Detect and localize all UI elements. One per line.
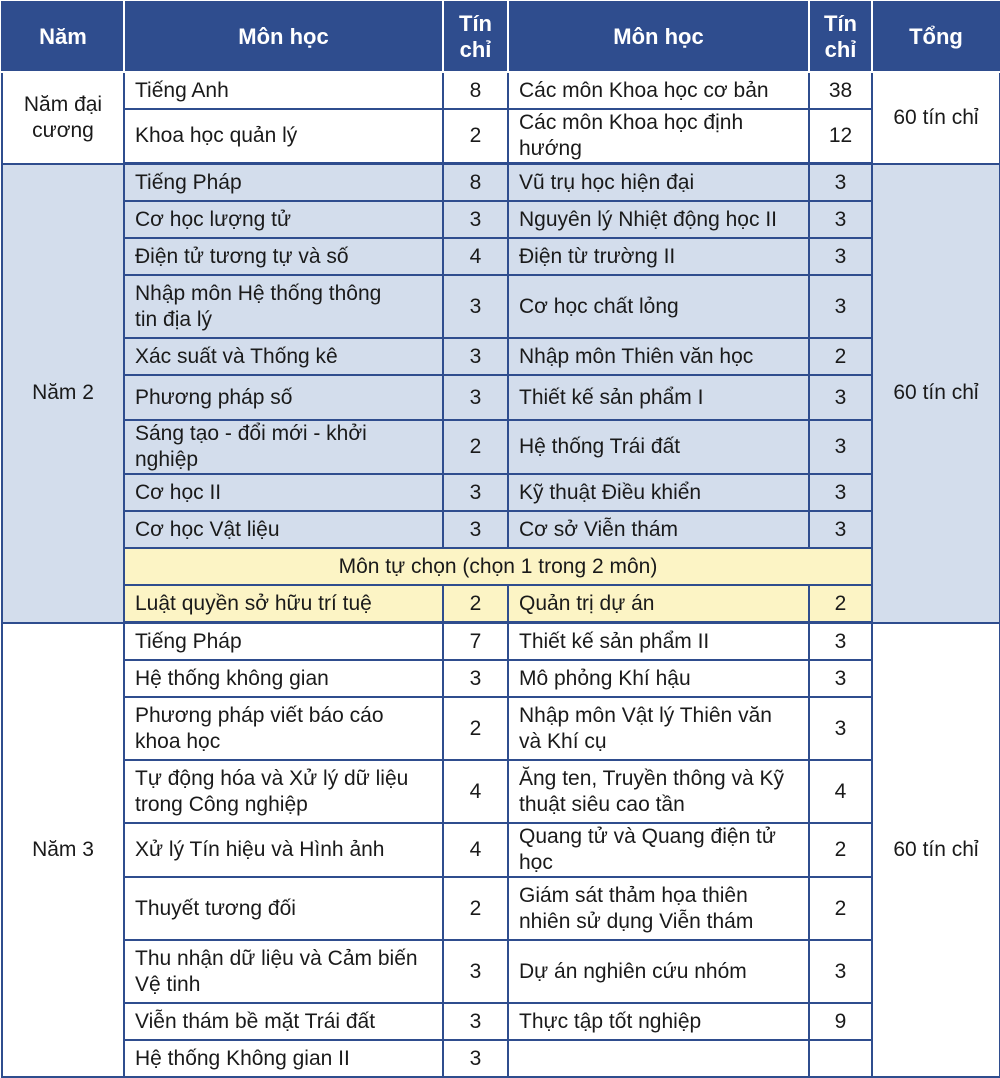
- table-row: [2, 238, 1000, 275]
- subject-cell: Vũ trụ học hiện đại: [508, 164, 809, 202]
- credit-cell: 4: [443, 238, 508, 275]
- subject-cell: Nguyên lý Nhiệt động học II: [508, 201, 809, 238]
- subject-cell: Hệ thống Trái đất: [508, 420, 809, 474]
- header-credits-2: Tín chỉ: [809, 2, 872, 72]
- subject-cell: Tiếng Anh: [124, 72, 443, 109]
- subject-cell: Quản trị dự án: [508, 585, 809, 623]
- subject-cell: Hệ thống Không gian II: [124, 1040, 443, 1077]
- subject-cell: Cơ học chất lỏng: [508, 275, 809, 338]
- subject-cell: Kỹ thuật Điều khiển: [508, 474, 809, 511]
- subject-cell: Cơ học lượng tử: [124, 201, 443, 238]
- credit-cell: 3: [443, 1040, 508, 1077]
- credit-cell: 3: [443, 474, 508, 511]
- subject-cell: Cơ học II: [124, 474, 443, 511]
- subject-cell: Luật quyền sở hữu trí tuệ: [124, 585, 443, 623]
- credit-cell: 3: [809, 275, 872, 338]
- subject-cell: Tiếng Pháp: [124, 164, 443, 202]
- year-label: Năm 3: [2, 623, 124, 1078]
- header-subject-2: Môn học: [508, 2, 809, 72]
- credit-cell: 4: [809, 760, 872, 823]
- credit-cell: 3: [809, 238, 872, 275]
- subject-cell: Thực tập tốt nghiệp: [508, 1003, 809, 1040]
- credit-cell: 3: [443, 660, 508, 697]
- credit-cell: 3: [809, 474, 872, 511]
- subject-cell: Tiếng Pháp: [124, 623, 443, 661]
- credit-cell: 3: [809, 420, 872, 474]
- credit-cell: 3: [443, 1003, 508, 1040]
- credit-cell: 3: [443, 940, 508, 1003]
- subject-cell: Dự án nghiên cứu nhóm: [508, 940, 809, 1003]
- table-row: [2, 164, 1000, 202]
- credit-cell: 2: [443, 420, 508, 474]
- header-credits-1: Tín chỉ: [443, 2, 508, 72]
- credit-cell: 2: [443, 585, 508, 623]
- credit-cell: 3: [443, 201, 508, 238]
- table-row: [2, 511, 1000, 548]
- credit-cell: 3: [809, 201, 872, 238]
- subject-cell: Quang tử và Quang điện tử học: [508, 823, 809, 877]
- header-subject-1: Môn học: [124, 2, 443, 72]
- subject-cell: [508, 1040, 809, 1077]
- credit-cell: 3: [809, 511, 872, 548]
- year-label: Năm 2: [2, 164, 124, 623]
- credit-cell: 8: [443, 164, 508, 202]
- subject-cell: Viễn thám bề mặt Trái đất: [124, 1003, 443, 1040]
- credit-cell: 3: [443, 338, 508, 375]
- table-row: [2, 275, 1000, 338]
- table-row: [2, 660, 1000, 697]
- credit-cell: 2: [809, 585, 872, 623]
- credit-cell: 3: [809, 697, 872, 760]
- subject-cell: Nhập môn Hệ thống thông tin địa lý: [124, 275, 443, 338]
- subject-cell: Nhập môn Thiên văn học: [508, 338, 809, 375]
- subject-cell: Thu nhận dữ liệu và Cảm biến Vệ tinh: [124, 940, 443, 1003]
- table-row: [2, 1003, 1000, 1040]
- year-total: 60 tín chỉ: [872, 164, 1000, 623]
- elective-header-row: [2, 548, 1000, 585]
- subject-cell: Xác suất và Thống kê: [124, 338, 443, 375]
- credit-cell: 4: [443, 760, 508, 823]
- credit-cell: 2: [809, 338, 872, 375]
- table-row: [2, 760, 1000, 823]
- credit-cell: 8: [443, 72, 508, 109]
- table-row: [2, 697, 1000, 760]
- subject-cell: Xử lý Tín hiệu và Hình ảnh: [124, 823, 443, 877]
- credit-cell: 2: [443, 109, 508, 164]
- table-row: [2, 940, 1000, 1003]
- subject-cell: Giám sát thảm họa thiên nhiên sử dụng Viễn thám: [508, 877, 809, 940]
- subject-cell: Khoa học quản lý: [124, 109, 443, 164]
- subject-cell: Hệ thống không gian: [124, 660, 443, 697]
- subject-cell: Phương pháp viết báo cáo khoa học: [124, 697, 443, 760]
- header-year: Năm: [2, 2, 124, 72]
- credit-cell: 3: [809, 940, 872, 1003]
- subject-cell: Thiết kế sản phẩm I: [508, 375, 809, 420]
- table-row: [2, 72, 1000, 109]
- credit-cell: [809, 1040, 872, 1077]
- credit-cell: 3: [809, 375, 872, 420]
- credit-cell: 3: [443, 375, 508, 420]
- credit-cell: 12: [809, 109, 872, 164]
- subject-cell: Ăng ten, Truyền thông và Kỹ thuật siêu cao tần: [508, 760, 809, 823]
- header-total: Tổng: [872, 2, 1000, 72]
- credit-cell: 3: [443, 511, 508, 548]
- credit-cell: 2: [443, 697, 508, 760]
- credit-cell: 9: [809, 1003, 872, 1040]
- table-row: [2, 623, 1000, 661]
- table-row: [2, 338, 1000, 375]
- credit-cell: 7: [443, 623, 508, 661]
- credit-cell: 38: [809, 72, 872, 109]
- curriculum-table: [1, 1, 1000, 1078]
- table-row: [2, 877, 1000, 940]
- year-total: 60 tín chỉ: [872, 72, 1000, 164]
- year-total: 60 tín chỉ: [872, 623, 1000, 1078]
- subject-cell: Tự động hóa và Xử lý dữ liệu trong Công nghiệp: [124, 760, 443, 823]
- credit-cell: 3: [809, 623, 872, 661]
- table-row: [2, 375, 1000, 420]
- subject-cell: Các môn Khoa học cơ bản: [508, 72, 809, 109]
- credit-cell: 2: [809, 823, 872, 877]
- subject-cell: Cơ học Vật liệu: [124, 511, 443, 548]
- subject-cell: Sáng tạo - đổi mới - khởi nghiệp: [124, 420, 443, 474]
- subject-cell: Thuyết tương đối: [124, 877, 443, 940]
- subject-cell: Phương pháp số: [124, 375, 443, 420]
- table-row: [2, 474, 1000, 511]
- elective-title: Môn tự chọn (chọn 1 trong 2 môn): [124, 548, 872, 585]
- table-row: [2, 109, 1000, 164]
- table-row: [2, 1040, 1000, 1077]
- table-row: [2, 201, 1000, 238]
- table-row: [2, 823, 1000, 877]
- table-row: [2, 585, 1000, 623]
- subject-cell: Thiết kế sản phẩm II: [508, 623, 809, 661]
- credit-cell: 2: [809, 877, 872, 940]
- subject-cell: Mô phỏng Khí hậu: [508, 660, 809, 697]
- credit-cell: 3: [809, 660, 872, 697]
- subject-cell: Điện tử tương tự và số: [124, 238, 443, 275]
- table-row: [2, 420, 1000, 474]
- credit-cell: 3: [443, 275, 508, 338]
- credit-cell: 3: [809, 164, 872, 202]
- subject-cell: Điện từ trường II: [508, 238, 809, 275]
- subject-cell: Các môn Khoa học định hướng: [508, 109, 809, 164]
- header-row: [2, 2, 1000, 72]
- credit-cell: 4: [443, 823, 508, 877]
- year-label: Năm đại cương: [2, 72, 124, 164]
- credit-cell: 2: [443, 877, 508, 940]
- subject-cell: Cơ sở Viễn thám: [508, 511, 809, 548]
- subject-cell: Nhập môn Vật lý Thiên văn và Khí cụ: [508, 697, 809, 760]
